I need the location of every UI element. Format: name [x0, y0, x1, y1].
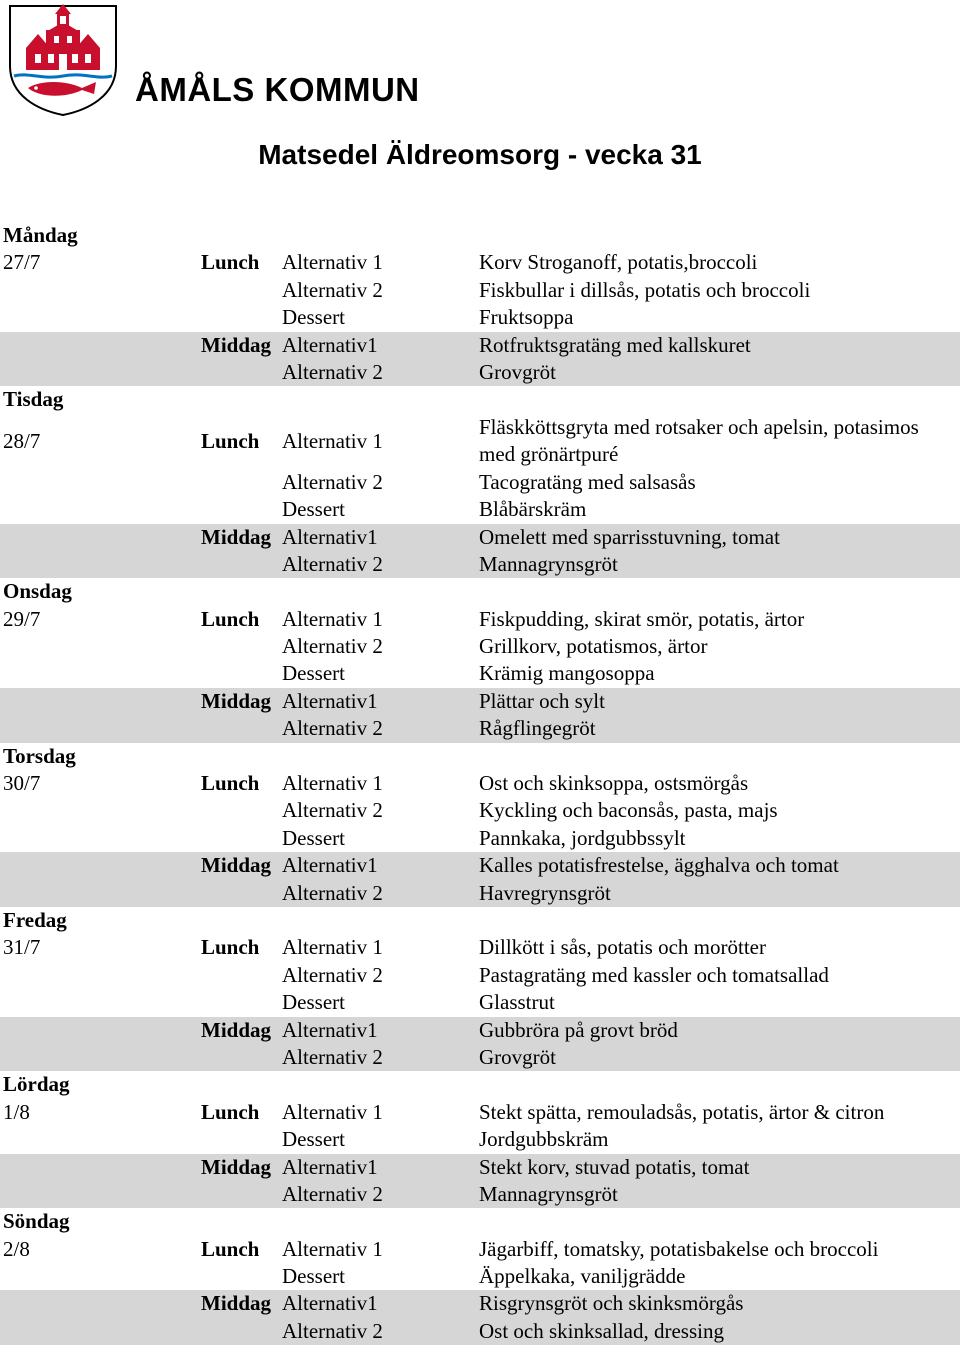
day-name: Tisdag: [3, 387, 64, 412]
menu-row: [0, 332, 960, 359]
menu-row: [0, 1318, 960, 1345]
option-cell: Alternativ 2: [282, 716, 383, 741]
meal-cell: Lunch: [201, 606, 260, 631]
menu-row: [0, 359, 960, 386]
dish-cell: Fruktsoppa: [479, 305, 574, 330]
meal-cell: Middag: [201, 524, 272, 549]
menu-row: [0, 496, 960, 523]
menu-row: [0, 1154, 960, 1181]
option-cell: Alternativ 1: [282, 428, 383, 453]
option-cell: Alternativ 1: [282, 250, 383, 275]
menu-row: [0, 770, 960, 797]
dish-cell: Kalles potatisfrestelse, ägghalva och tomat: [479, 853, 839, 878]
option-cell: Alternativ1: [282, 332, 378, 357]
menu-row: [0, 1181, 960, 1208]
dish-cell: Pastagratäng med kassler och tomatsallad: [479, 962, 829, 987]
option-cell: Dessert: [282, 305, 345, 330]
menu-row: [0, 1126, 960, 1153]
option-cell: Dessert: [282, 661, 345, 686]
meal-cell: Middag: [201, 332, 272, 357]
dish-cell: Gubbröra på grovt bröd: [479, 1017, 678, 1042]
date-cell: 2/8: [3, 1236, 30, 1261]
option-cell: Alternativ 1: [282, 1236, 383, 1261]
date-cell: 29/7: [3, 606, 41, 631]
menu-row: [0, 633, 960, 660]
dish-cell: Pannkaka, jordgubbssylt: [479, 825, 686, 850]
option-cell: Alternativ 2: [282, 469, 383, 494]
option-cell: Alternativ 1: [282, 1099, 383, 1124]
coat-of-arms-icon: [8, 4, 118, 116]
dish-cell: Glasstrut: [479, 990, 555, 1015]
day-name: Måndag: [3, 223, 78, 247]
option-cell: Alternativ 1: [282, 935, 383, 960]
dish-cell: Fläskköttsgryta med rotsaker och apelsin, potasimos med grönärtpuré: [479, 414, 919, 467]
dish-cell: Jordgubbskräm: [479, 1127, 609, 1152]
day-name: Fredag: [3, 907, 67, 932]
menu-row: [0, 1263, 960, 1290]
day-header-row: [0, 1208, 960, 1235]
option-cell: Alternativ1: [282, 853, 378, 878]
option-cell: Alternativ1: [282, 1291, 378, 1316]
meal-cell: Lunch: [201, 771, 260, 796]
dish-cell: Korv Stroganoff, potatis,broccoli: [479, 250, 758, 275]
option-cell: Alternativ 2: [282, 1044, 383, 1069]
dish-cell: Stekt korv, stuvad potatis, tomat: [479, 1154, 750, 1179]
date-cell: 31/7: [3, 935, 41, 960]
option-cell: Alternativ 2: [282, 359, 383, 384]
dish-cell: Mannagrynsgröt: [479, 1181, 618, 1206]
dish-cell: Grovgröt: [479, 359, 556, 384]
dish-cell: Dillkött i sås, potatis och morötter: [479, 935, 766, 960]
logo-text: ÅMÅLS KOMMUN: [135, 71, 420, 108]
day-header-row: [0, 1071, 960, 1098]
option-cell: Alternativ1: [282, 1017, 378, 1042]
meal-cell: Lunch: [201, 1099, 260, 1124]
menu-row: [0, 660, 960, 687]
option-cell: Alternativ 2: [282, 277, 383, 302]
dish-cell: Äppelkaka, vaniljgrädde: [479, 1264, 686, 1289]
menu-row: [0, 1099, 960, 1126]
option-cell: Dessert: [282, 497, 345, 522]
option-cell: Alternativ1: [282, 688, 378, 713]
dish-cell: Krämig mangosoppa: [479, 661, 655, 686]
menu-row: [0, 606, 960, 633]
meal-cell: Lunch: [201, 428, 260, 453]
option-cell: Alternativ 1: [282, 771, 383, 796]
menu-row: [0, 852, 960, 879]
day-header-row: [0, 222, 960, 249]
date-cell: 27/7: [3, 250, 41, 275]
date-cell: 28/7: [3, 428, 41, 453]
option-cell: Alternativ 2: [282, 798, 383, 823]
meal-cell: Middag: [201, 1154, 272, 1179]
menu-row: [0, 1017, 960, 1044]
option-cell: Dessert: [282, 990, 345, 1015]
option-cell: Alternativ 2: [282, 551, 383, 576]
dish-cell: Plättar och sylt: [479, 688, 605, 713]
menu-row: [0, 524, 960, 551]
dish-cell: Rågflingegröt: [479, 716, 596, 741]
menu-row: [0, 1236, 960, 1263]
menu-table: [0, 222, 960, 1345]
menu-row: [0, 825, 960, 852]
day-header-row: [0, 743, 960, 770]
day-header-row: [0, 386, 960, 413]
menu-row: [0, 249, 960, 276]
option-cell: Alternativ 2: [282, 1181, 383, 1206]
option-cell: Dessert: [282, 1264, 345, 1289]
dish-cell: Fiskbullar i dillsås, potatis och broccoli: [479, 277, 811, 302]
menu-row: [0, 962, 960, 989]
option-cell: Alternativ 2: [282, 634, 383, 659]
dish-cell: Ost och skinksoppa, ostsmörgås: [479, 771, 749, 796]
menu-row: [0, 989, 960, 1016]
option-cell: Dessert: [282, 825, 345, 850]
option-cell: Alternativ1: [282, 1154, 378, 1179]
date-cell: 30/7: [3, 771, 41, 796]
dish-cell: Havregrynsgröt: [479, 880, 611, 905]
meal-cell: Middag: [201, 1291, 272, 1316]
day-name: Onsdag: [3, 579, 72, 604]
menu-row: [0, 797, 960, 824]
meal-cell: Lunch: [201, 935, 260, 960]
dish-cell: Mannagrynsgröt: [479, 551, 618, 576]
day-name: Söndag: [3, 1209, 70, 1234]
dish-cell: Rotfruktsgratäng med kallskuret: [479, 332, 751, 357]
dish-cell: Jägarbiff, tomatsky, potatisbakelse och broccoli: [479, 1236, 879, 1261]
municipality-logo: [8, 4, 420, 116]
dish-cell: Risgrynsgröt och skinksmörgås: [479, 1291, 744, 1316]
dish-cell: Tacogratäng med salsasås: [479, 469, 696, 494]
day-header-row: [0, 907, 960, 934]
day-name: Torsdag: [3, 743, 76, 768]
option-cell: Alternativ 2: [282, 962, 383, 987]
menu-row: [0, 414, 960, 469]
dish-cell: Ost och skinksallad, dressing: [479, 1318, 724, 1343]
option-cell: Alternativ 2: [282, 1318, 383, 1343]
date-cell: 1/8: [3, 1099, 30, 1124]
menu-row: [0, 715, 960, 742]
menu-row: [0, 304, 960, 331]
meal-cell: Lunch: [201, 1236, 260, 1261]
option-cell: Alternativ1: [282, 524, 378, 549]
menu-row: [0, 880, 960, 907]
meal-cell: Middag: [201, 1017, 272, 1042]
menu-row: [0, 1044, 960, 1071]
meal-cell: Middag: [201, 853, 272, 878]
menu-row: [0, 469, 960, 496]
day-name: Lördag: [3, 1072, 70, 1097]
day-header-row: [0, 578, 960, 605]
menu-row: [0, 934, 960, 961]
dish-cell: Grovgröt: [479, 1044, 556, 1069]
menu-row: [0, 688, 960, 715]
menu-row: [0, 1290, 960, 1317]
dish-cell: Kyckling och baconsås, pasta, majs: [479, 798, 778, 823]
page-title: Matsedel Äldreomsorg - vecka 31: [258, 139, 702, 170]
meal-cell: Middag: [201, 688, 272, 713]
menu-row: [0, 277, 960, 304]
meal-cell: Lunch: [201, 250, 260, 275]
option-cell: Alternativ 2: [282, 880, 383, 905]
dish-cell: Grillkorv, potatismos, ärtor: [479, 634, 708, 659]
option-cell: Dessert: [282, 1127, 345, 1152]
menu-row: [0, 551, 960, 578]
dish-cell: Stekt spätta, remouladsås, potatis, ärtor & citron: [479, 1099, 885, 1124]
option-cell: Alternativ 1: [282, 606, 383, 631]
dish-cell: Fiskpudding, skirat smör, potatis, ärtor: [479, 606, 805, 631]
dish-cell: Blåbärskräm: [479, 497, 587, 522]
dish-cell: Omelett med sparrisstuvning, tomat: [479, 524, 780, 549]
